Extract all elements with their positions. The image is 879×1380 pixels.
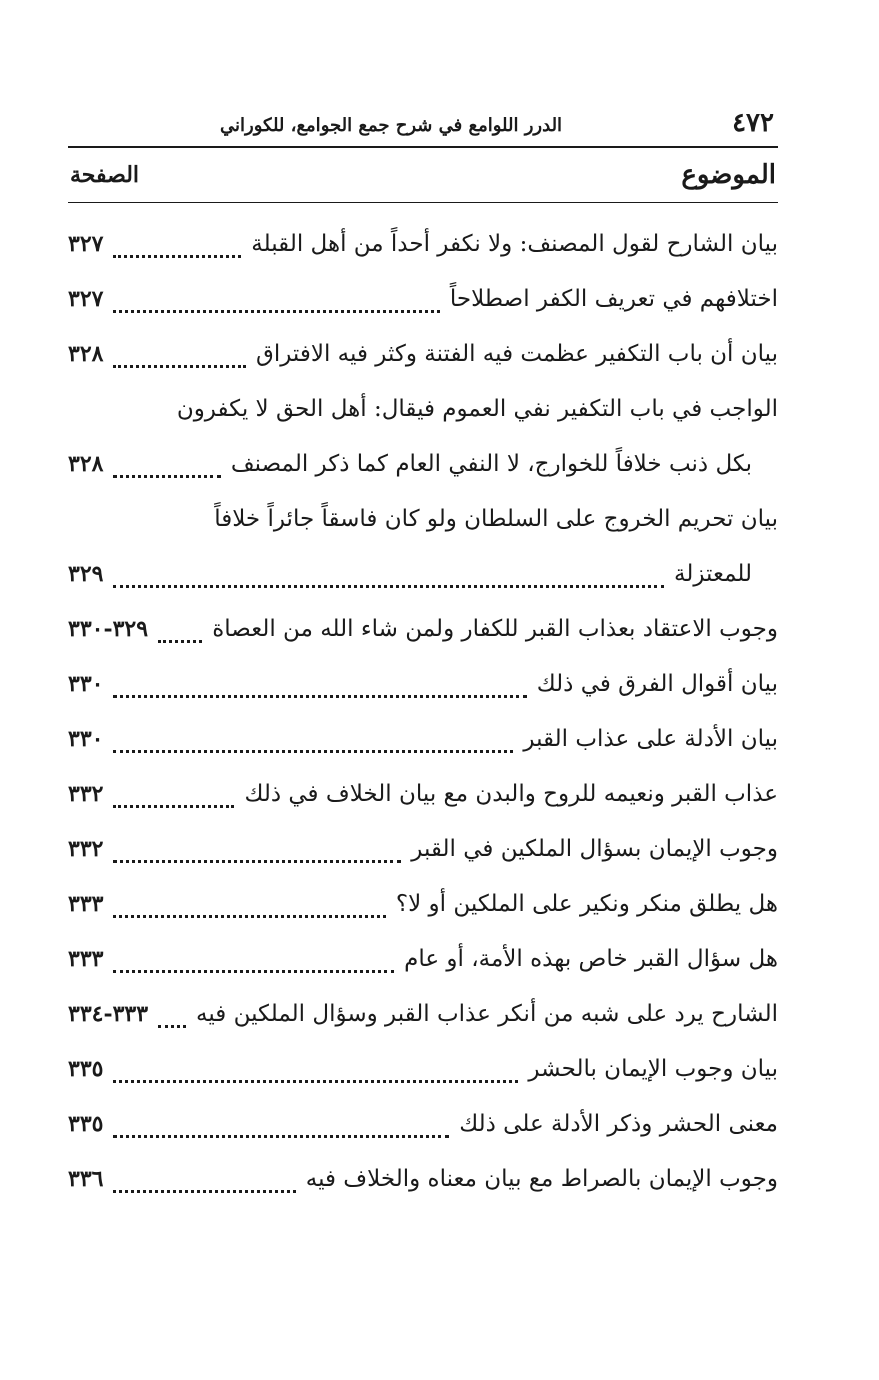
index-entry	[68, 1152, 778, 1207]
index-entry	[68, 492, 778, 547]
index-entry	[68, 877, 778, 932]
index-entry	[68, 712, 778, 767]
book-title: الدرر اللوامع في شرح جمع الجوامع، للكوراني	[220, 115, 563, 136]
page-number: ٤٧٢	[732, 108, 774, 138]
index-entry	[68, 327, 778, 382]
entry-topic: عذاب القبر ونعيمه للروح والبدن مع بيان الخلاف في ذلك	[244, 781, 778, 807]
entry-topic: معنى الحشر وذكر الأدلة على ذلك	[459, 1111, 778, 1137]
entry-page: ٣٢٨	[68, 341, 104, 367]
dot-leader	[113, 255, 241, 258]
index-page	[68, 108, 778, 1207]
dot-leader	[113, 915, 385, 918]
dot-leader	[158, 640, 202, 643]
entry-topic: هل سؤال القبر خاص بهذه الأمة، أو عام	[404, 946, 778, 972]
dot-leader	[113, 860, 401, 863]
entry-page: ٣٣٢	[68, 781, 104, 807]
column-heading-rule	[68, 202, 778, 203]
index-entry	[68, 1042, 778, 1097]
dot-leader	[113, 750, 513, 753]
index-entry	[68, 382, 778, 437]
index-entry	[68, 272, 778, 327]
dot-leader	[113, 1190, 295, 1193]
entry-page: ٣٣٥	[68, 1056, 104, 1082]
entry-topic: الواجب في باب التكفير نفي العموم فيقال: أهل الحق لا يكفرون	[176, 396, 778, 422]
entry-topic: وجوب الإيمان بالصراط مع بيان معناه والخلاف فيه	[305, 1166, 778, 1192]
dot-leader	[113, 585, 664, 588]
dot-leader	[113, 695, 526, 698]
index-entry	[68, 987, 778, 1042]
dot-leader	[113, 970, 394, 973]
entry-topic: اختلافهم في تعريف الكفر اصطلاحاً	[449, 286, 778, 312]
index-entry	[68, 932, 778, 987]
index-entry	[68, 767, 778, 822]
entry-page: ٣٣٥	[68, 1111, 104, 1137]
entry-page: ٣٣٣-٣٣٤	[68, 1001, 149, 1027]
entry-topic: الشارح يرد على شبه من أنكر عذاب القبر وسؤال الملكين فيه	[196, 1001, 778, 1027]
dot-leader	[113, 365, 246, 368]
index-entry	[68, 657, 778, 712]
entry-topic: بيان الشارح لقول المصنف: ولا نكفر أحداً من أهل القبلة	[251, 231, 778, 257]
dot-leader	[113, 475, 220, 478]
entry-page: ٣٣٣	[68, 891, 104, 917]
entry-topic: للمعتزلة	[674, 561, 752, 587]
index-entry	[68, 437, 778, 492]
index-entry	[68, 822, 778, 877]
dot-leader	[113, 1135, 449, 1138]
column-headings	[68, 148, 778, 202]
entry-topic: بيان الأدلة على عذاب القبر	[523, 726, 778, 752]
entry-topic: بيان تحريم الخروج على السلطان ولو كان فاسقاً جائراً خلافاً	[214, 506, 778, 532]
entry-page: ٣٢٧	[68, 286, 104, 312]
page-column-heading: الصفحة	[70, 162, 140, 188]
entry-topic: وجوب الإيمان بسؤال الملكين في القبر	[411, 836, 778, 862]
entry-page: ٣٣٢	[68, 836, 104, 862]
entry-topic: بيان وجوب الإيمان بالحشر	[528, 1056, 778, 1082]
dot-leader	[113, 1080, 518, 1083]
entry-topic: بيان أقوال الفرق في ذلك	[536, 671, 778, 697]
index-entry	[68, 602, 778, 657]
entry-page: ٣٢٧	[68, 231, 104, 257]
topic-column-heading: الموضوع	[681, 160, 776, 190]
dot-leader	[113, 805, 234, 808]
entry-topic: وجوب الاعتقاد بعذاب القبر للكفار ولمن شاء الله من العصاة	[212, 616, 778, 642]
index-entry	[68, 547, 778, 602]
entry-page: ٣٣٠	[68, 726, 104, 752]
entry-topic: هل يطلق منكر ونكير على الملكين أو لا؟	[395, 891, 778, 917]
entry-page: ٣٣٠	[68, 671, 104, 697]
entry-page: ٣٢٩-٣٣٠	[68, 616, 149, 642]
entry-page: ٣٣٦	[68, 1166, 104, 1192]
entry-topic: بكل ذنب خلافاً للخوارج، لا النفي العام كما ذكر المصنف	[230, 451, 752, 477]
running-head	[68, 108, 778, 142]
entry-topic: بيان أن باب التكفير عظمت فيه الفتنة وكثر فيه الافتراق	[256, 341, 778, 367]
entry-page: ٣٢٩	[68, 561, 104, 587]
entry-page: ٣٣٣	[68, 946, 104, 972]
dot-leader	[158, 1025, 186, 1028]
entry-page: ٣٢٨	[68, 451, 104, 477]
index-entries	[68, 217, 778, 1207]
index-entry	[68, 217, 778, 272]
index-entry	[68, 1097, 778, 1152]
dot-leader	[113, 310, 439, 313]
